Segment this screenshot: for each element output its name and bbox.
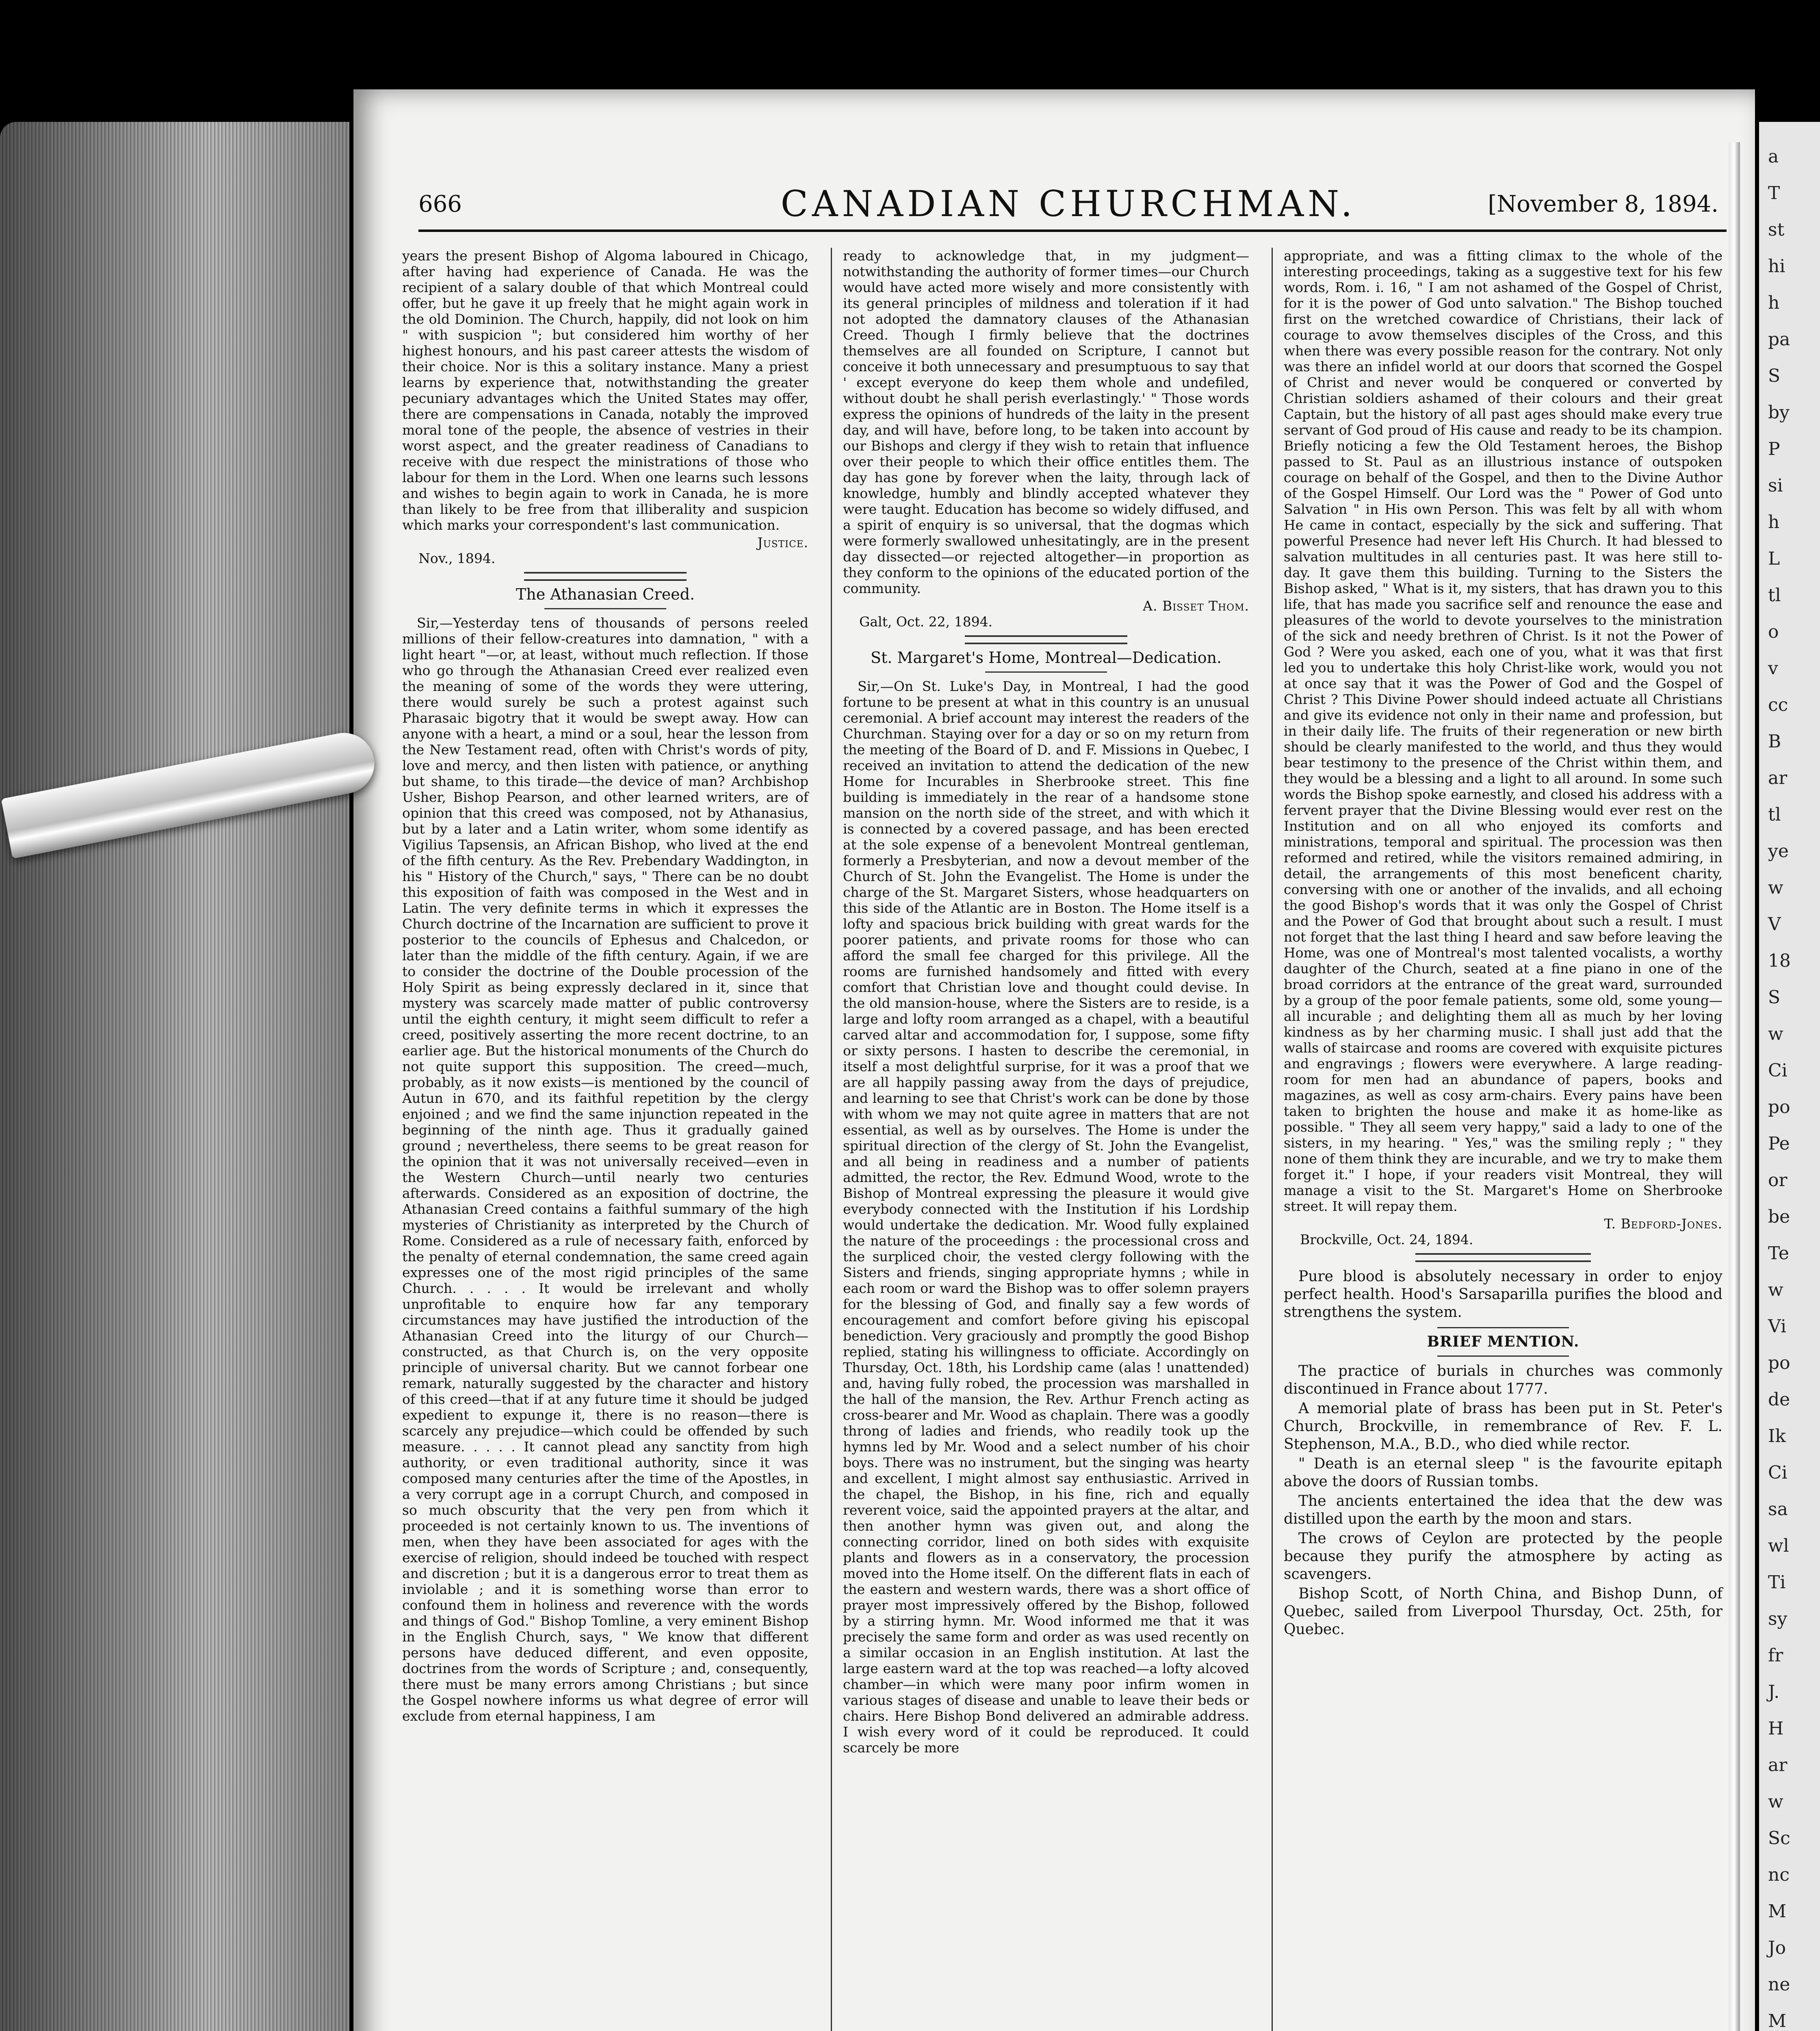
next-page-fragment: S — [1768, 366, 1781, 386]
margaret-signature: T. Bedford-Jones. — [1604, 1216, 1722, 1232]
section-divider — [524, 572, 687, 581]
next-page-fragment: Ci — [1768, 1462, 1788, 1483]
section-divider — [1415, 1253, 1591, 1262]
next-page-fragment: V — [1768, 914, 1781, 935]
book-page-edges — [0, 122, 349, 2031]
next-page-fragment: or — [1768, 1170, 1788, 1191]
justice-signature: Justice. — [757, 535, 808, 550]
brief-item: The crows of Ceylon are protected by the people because they purify the atmosphere by acting as scavengers. — [1284, 1530, 1722, 1583]
next-page-fragment: wl — [1768, 1535, 1789, 1556]
heading-rule — [544, 608, 666, 609]
next-page-fragment: sy — [1768, 1609, 1788, 1629]
heading-rule — [985, 671, 1107, 673]
next-page-fragment: pa — [1768, 329, 1790, 350]
heading-rule — [1437, 1355, 1569, 1357]
page-header — [418, 183, 1718, 232]
issue-date: [November 8, 1894. — [1488, 191, 1718, 217]
next-page-fragment: w — [1768, 877, 1783, 898]
column-rule — [831, 248, 832, 2031]
next-page-fragment: w — [1768, 1280, 1783, 1300]
brief-item: Bishop Scott, of North China, and Bishop Dunn, of Quebec, sailed from Liverpool Thursday, Oct. 25th, for Quebec. — [1284, 1585, 1722, 1638]
hoods-sarsaparilla-ad: Pure blood is absolutely necessary in order to enjoy perfect health. Hood's Sarsaparilla purifies the blood and strengthens the system. — [1284, 1268, 1722, 1321]
next-page-fragment: ye — [1768, 841, 1789, 862]
athanasian-heading: The Athanasian Creed. — [516, 585, 695, 603]
next-page-fragment: Te — [1768, 1243, 1789, 1264]
justice-letter-text: years the present Bishop of Algoma laboured in Chicago, after having had experience of Canada. He was the recipient of a salary double of that which Montreal could offer, but he gave it up freely that he might again work in the old Dominion. The Church, happily, did not look on him " with suspicion "; but considered him worthy of her highest honours, and his past career attests the wisdom of their choice. Nor is this a solitary instance. Many a priest learns by experience that, notwithstanding the greater pecuniary advantages which the United States may offer, there are compensations in Canada, notably the improved moral tone of the people, the absence of vestries in their worst aspect, and the greater readiness of Canadians to receive with due respect the ministrations of those who labour for them in the Lord. When one learns such lessons and wishes to begin again to work in Canada, he is more than likely to be free from that illiberality and suspicion which marks your correspondent's last communication. — [402, 248, 808, 533]
justice-date: Nov., 1894. — [418, 550, 496, 566]
next-page-fragment: B — [1768, 731, 1781, 752]
next-page-fragment: L — [1768, 548, 1780, 569]
section-divider — [965, 635, 1127, 644]
column-1 — [402, 248, 808, 1726]
brief-mention-heading: BRIEF MENTION. — [1427, 1333, 1580, 1350]
thom-signature: A. Bisset Thom. — [1143, 598, 1249, 614]
next-page-fragment: Pe — [1768, 1133, 1790, 1154]
next-page-fragment: po — [1768, 1353, 1790, 1373]
next-page-fragment: h — [1768, 292, 1780, 313]
next-page-fragment: fr — [1768, 1645, 1783, 1666]
next-page-fragment: be — [1768, 1206, 1790, 1227]
next-page-fragment: by — [1768, 402, 1790, 423]
next-page-fragment: S — [1768, 987, 1781, 1008]
next-page-fragment: Ci — [1768, 1060, 1788, 1081]
margaret-letter-text: Sir,—On St. Luke's Day, in Montreal, I had the good fortune to be present at what in this country is an unusual ceremonial. A brief account may interest the readers of the Churchman. Staying over for a day or so on my return from the meeting of the Board of D. and F. Missions in Quebec, I received an invitation to attend the dedication of the new Home for Incurables in Sherbrooke street. This fine building is immediately in the rear of a handsome stone mansion on the north side of the street, and with which it is connected by a covered passage, and has been erected at the sole expense of a benevolent Montreal gentleman, formerly a Presbyterian, and now a devout member of the Church of St. John the Evangelist. The Home is under the charge of the St. Margaret Sisters, whose headquarters on this side of the Atlantic are in Boston. The Home itself is a lofty and spacious brick building with great wards for the poorer patients, and private rooms for those who can afford the small fee charged for this privilege. All the rooms are furnished handsomely and fitted with every comfort that Christian love and thought could devise. In the old mansion-house, where the Sisters are to reside, is a large and lofty room arranged as a chapel, with a beautiful carved altar and accommodation for, I suppose, some fifty or sixty persons. I hasten to describe the ceremonial, in itself a most delightful surprise, for it was a proof that we are all happily passing away from the days of prejudice, and learning to see that Christ's work can be done by those with whom we may not quite agree in matters that are not essential, as well as by ourselves. The Home is under the spiritual direction of the clergy of St. John the Evangelist, and all being in readiness and a number of patients admitted, the rector, the Rev. Edmund Wood, wrote to the Bishop of Montreal expressing the pleasure it would give everybody connected with the Institution if his Lordship would undertake the dedication. Mr. Wood fully explained the nature of the proceedings : the processional cross and the surpliced choir, the vested clergy following with the Sisters and friends, singing appropriate hymns ; while in each room or ward the Bishop was to offer solemn prayers for the blessing of God, and finally say a few words of encouragement and comfort before giving his episcopal benediction. Very graciously and promptly the good Bishop replied, stating his willingness to officiate. Accordingly on Thursday, Oct. 18th, his Lordship came (alas ! unattended) and, having fully robed, the procession was marshalled in the hall of the mansion, the Rev. Arthur French acting as cross-bearer and Mr. Wood as chaplain. There was a goodly throng of ladies and friends, who readily took up the hymns led by Mr. Wood and a select number of his choir boys. There was no instrument, but the singing was hearty and excellent, I might almost say enthusiastic. Arrived in the chapel, the Bishop, in his fine, rich and equally reverent voice, said the appointed prayers at the altar, and then another hymn was given out, and along the connecting corridor, lined on both sides with exquisite plants and flowers as in a conservatory, the procession moved into the Home itself. On the different flats in each of the eastern and western wards, there was a short office of prayer most impressively offered by the Bishop, followed by a stirring hymn. Mr. Wood informed me that it was precisely the same form and order as was used recently on a similar occasion in an English institution. At last the large eastern ward at the top was reached—a lofty alcoved chamber—in which were many poor infirm women in various stages of disease and unable to leave their beds or chairs. Here Bishop Bond delivered an admirable address. I wish every word of it could be reproduced. It could scarcely be more — [843, 678, 1249, 1756]
brief-item: The ancients entertained the idea that the dew was distilled upon the earth by the moon and stars. — [1284, 1493, 1722, 1527]
section-divider — [1437, 1327, 1569, 1328]
next-page-fragment: Jo — [1768, 1938, 1786, 1958]
column-3 — [1284, 248, 1722, 1640]
next-page-fragment: po — [1768, 1097, 1790, 1117]
next-page-fragment: ne — [1768, 1974, 1790, 1995]
next-page-fragment: Ti — [1768, 1572, 1786, 1593]
page-number: 666 — [418, 191, 462, 217]
next-page-fragment: tl — [1768, 585, 1781, 606]
next-page-fragment: nc — [1768, 1864, 1790, 1885]
next-page-fragment: H — [1768, 1718, 1784, 1739]
next-page-fragment: P — [1768, 439, 1780, 459]
thom-date: Galt, Oct. 22, 1894. — [859, 614, 993, 630]
next-page-fragment: 18 — [1768, 951, 1791, 971]
brief-item: " Death is an eternal sleep " is the favourite epitaph above the doors of Russian tombs. — [1284, 1455, 1722, 1490]
margaret-date: Brockville, Oct. 24, 1894. — [1300, 1232, 1473, 1247]
next-page-fragment: sa — [1768, 1499, 1788, 1520]
next-page-fragment: v — [1768, 658, 1778, 679]
brief-item: A memorial plate of brass has been put in St. Peter's Church, Brockville, in remembrance of Rev. F. L. Stephenson, M.A., B.D., who died while rector. — [1284, 1400, 1722, 1453]
next-page-fragment: w — [1768, 1024, 1783, 1044]
next-page-fragment: de — [1768, 1389, 1790, 1410]
next-page-fragment: T — [1768, 183, 1780, 204]
next-page-fragment: M — [1768, 2011, 1787, 2031]
column-2 — [843, 248, 1249, 1757]
athanasian-letter-text: Sir,—Yesterday tens of thousands of persons reeled millions of their fellow-creatures into damnation, " with a light heart "—or, at least, without much reflection. If those who go through the Athanasian Creed ever realized even the meaning of some of the words they were uttering, there would surely be such a protest against such Pharasaic bigotry that it would be swept away. How can anyone with a heart, a mind or a soul, hear the lesson from the New Testament read, often with Christ's words of pity, love and mercy, and then listen with patience, or anything but shame, to this tirade—the device of man? Archbishop Usher, Bishop Pearson, and other learned writers, are of opinion that this creed was composed, not by Athanasius, but by a later and a Latin writer, whom some identify as Vigilius Tapsensis, an African Bishop, who lived at the end of the fifth century. As the Rev. Prebendary Waddington, in his " History of the Church," says, " There can be no doubt this exposition of faith was composed in the West and in Latin. The very definite terms in which it expresses the Church doctrine of the Incarnation are sufficient to prove it posterior to the councils of Ephesus and Chalcedon, or later than the middle of the fifth century. Again, if we are to consider the doctrine of the Double procession of the Holy Spirit as being expressly declared in it, since that mystery was scarcely made matter of public controversy until the eighth century, it might seem difficult to refer a creed, positively asserting the more recent doctrine, to an earlier age. But the historical monuments of the Church do not quite support this supposition. The creed—much, probably, as it now exists—is mentioned by the council of Autun in 670, and its faithful repetition by the clergy enjoined ; and we find the same injunction repeated in the beginning of the ninth age. Thus it gradually gained ground ; nevertheless, there seems to be great reason for the opinion that it was not universally received—even in the Western Church—until nearly two centuries afterwards. Considered as an exposition of doctrine, the Athanasian Creed contains a faithful summary of the high mysteries of Christianity as interpreted by the Church of Rome. Considered as a rule of necessary faith, enforced by the penalty of eternal condemnation, the same creed again expresses one of the most rigid principles of the same Church. . . . . It would be irrelevant and wholly unprofitable to enquire how far any temporary circumstances may have justified the introduction of the Athanasian Creed into the liturgy of our Church—constructed, as that Church is, on the very opposite principle of universal charity. But we cannot forbear one remark, naturally suggested by the character and history of this creed—that if at any future time it should be judged expedient to expunge it, there is no reason—there is scarcely any prejudice—which could be offended by such measure. . . . . It cannot plead any sanctity from high authority, or even traditional authority, since it was composed many centuries after the time of the Apostles, in a very corrupt age in a corrupt Church, and composed in so much obscurity that the very pen from which it proceeded is not certainly known to us. The inventions of men, when they have been associated for ages with the exercise of religion, should indeed be touched with respect and discretion ; but it is a dangerous error to treat them as inviolable ; and it is something worse than error to confound them in holiness and reverence with the words and things of God." Bishop Tomline, a very eminent Bishop in the English Church, says, " We know that different persons have deduced different, and even opposite, doctrines from the words of Scripture ; and, consequently, there must be many errors among Christians ; but since the Gospel nowhere informs us what degree of error will exclude from eternal happiness, I am — [402, 615, 808, 1724]
next-page-fragment: ar — [1768, 1755, 1788, 1776]
journal-title: CANADIAN CHURCHMAN. — [780, 183, 1356, 225]
next-page-fragment: Ik — [1768, 1426, 1786, 1446]
next-page-fragment: Vi — [1768, 1316, 1787, 1337]
thom-letter-text: ready to acknowledge that, in my judgment—notwithstanding the authority of former times—our Church would have acted more wisely and more consistently with its general principles of mildness and toleration if it had not adopted the damnatory clauses of the Athanasian Creed. Though I firmly believe that the doctrines themselves are all founded on Scripture, I cannot but conceive it both unnecessary and presumptuous to say that ' except everyone do keep them whole and undefiled, without doubt he shall perish everlastingly.' " Those words express the opinions of hundreds of the laity in the present day, and will have, before long, to be taken into account by our Bishops and clergy if they wish to retain that influence over their people to which their office entitles them. The day has gone by forever when the laity, through lack of knowledge, humbly and blindly accepted whatever they were taught. Education has become so widely diffused, and a spirit of enquiry is so universal, that the dogmas which were formerly swallowed unhesitatingly, are in the present day dissected—or rejected altogether—in proportion as they conform to the opinions of the educated portion of the community. — [843, 248, 1249, 596]
next-page-fragment: cc — [1768, 695, 1788, 715]
next-page-fragment: a — [1768, 146, 1779, 167]
margaret-heading: St. Margaret's Home, Montreal—Dedication. — [870, 649, 1222, 667]
next-page-fragment: M — [1768, 1901, 1787, 1922]
next-page-fragment: h — [1768, 512, 1780, 533]
next-page-edge — [1759, 122, 1820, 2031]
brief-item: The practice of burials in churches was commonly discontinued in France about 1777. — [1284, 1363, 1722, 1397]
next-page-fragment: J. — [1768, 1682, 1780, 1702]
next-page-fragment: Sc — [1768, 1828, 1790, 1849]
next-page-fragment: si — [1768, 475, 1783, 496]
column-rule — [1272, 248, 1273, 2031]
margaret-letter-continued: appropriate, and was a fitting climax to the whole of the interesting proceedings, taking as a suggestive text for his few words, Rom. i. 16, " I am not ashamed of the Gospel of Christ, for it is the power of God unto salvation." The Bishop touched first on the wretched cowardice of Christians, their lack of courage to avow themselves disciples of the Cross, and this when there was every possible reason for the contrary. Not only was there an infidel world at our doors that scorned the Gospel of Christ and never would be conquered or converted by Christian soldiers ashamed of their colours and their great Captain, but the history of all past ages should make every true servant of God proud of His cause and ready to be its champion. Briefly noticing a few the Old Testament heroes, the Bishop passed to St. Paul as an illustrious instance of outspoken courage on behalf of the Gospel, and then to the Divine Author of the Gospel Himself. Our Lord was the " Power of God unto Salvation " in His own Person. This was felt by all with whom He came in contact, especially by the sick and suffering. That powerful Presence had never left His Church. It had blessed to salvation multitudes in all centuries past. It was here still to-day. It gave them this building. Turning to the Sisters the Bishop asked, " What is it, my sisters, that has drawn you to this life, that has made you sacrifice self and renounce the ease and pleasures of the world to devote yourselves to the ministration of the sick and needy brethren of Christ. Is it not the Power of God ? Were you asked, each one of you, what it was that first led you to undertake this holy Christ-like work, would you not at once say that it was the Power of God and the Gospel of Christ ? This Divine Power should indeed actuate all Christians and give its evidence not only in their name and profession, but in their daily life. The fruits of their regeneration or new birth should be clearly manifested to the world, and thus they would bear testimony to the presence of the Christ within them, and they would be a blessing and a light to all around. In some such words the Bishop spoke earnestly, and closed his address with a fervent prayer that the Divine Blessing would ever rest on the Institution and on all who enjoyed its comforts and ministrations, temporal and spiritual. The procession was then reformed and retired, while the visitors remained admiring, in detail, the arrangements of this most beneficent charity, conversing with one or another of the invalids, and all echoing the good Bishop's words that it was only the Gospel of Christ and the Power of God that brought about such a result. I must not forget that the last thing I heard and saw before leaving the Home, was one of Montreal's most talented vocalists, a worthy daughter of the Church, seated at a fine piano in one of the broad corridors at the entrance of the great ward, surrounded by a group of the poor female patients, some old, some young—all incurable ; and delighting them all as much by her loving kindness as by her charming music. I shall just add that the walls of staircase and rooms are covered with exquisite pictures and engravings ; flowers were everywhere. A large reading-room for men had an abundance of papers, books and magazines, as well as cosy arm-chairs. Every pains have been taken to brighten the house and make it as home-like as possible. " They all seem very happy," said a lady to one of the sisters, in my hearing. " Yes," was the smiling reply ; " they none of them think they are incurable, and we try to make them forget it." I hope, if your readers visit Montreal, they will manage a visit to the St. Margaret's Home on Sherbrooke street. It will repay them. — [1284, 248, 1722, 1214]
next-page-fragment: tl — [1768, 804, 1781, 825]
page-gutter-edge — [1729, 142, 1740, 2031]
next-page-fragment: ar — [1768, 768, 1788, 788]
header-rule — [418, 230, 1727, 232]
next-page-fragment: o — [1768, 621, 1779, 642]
next-page-fragment: w — [1768, 1791, 1783, 1812]
next-page-fragment: hi — [1768, 256, 1785, 277]
next-page-fragment: st — [1768, 219, 1785, 240]
